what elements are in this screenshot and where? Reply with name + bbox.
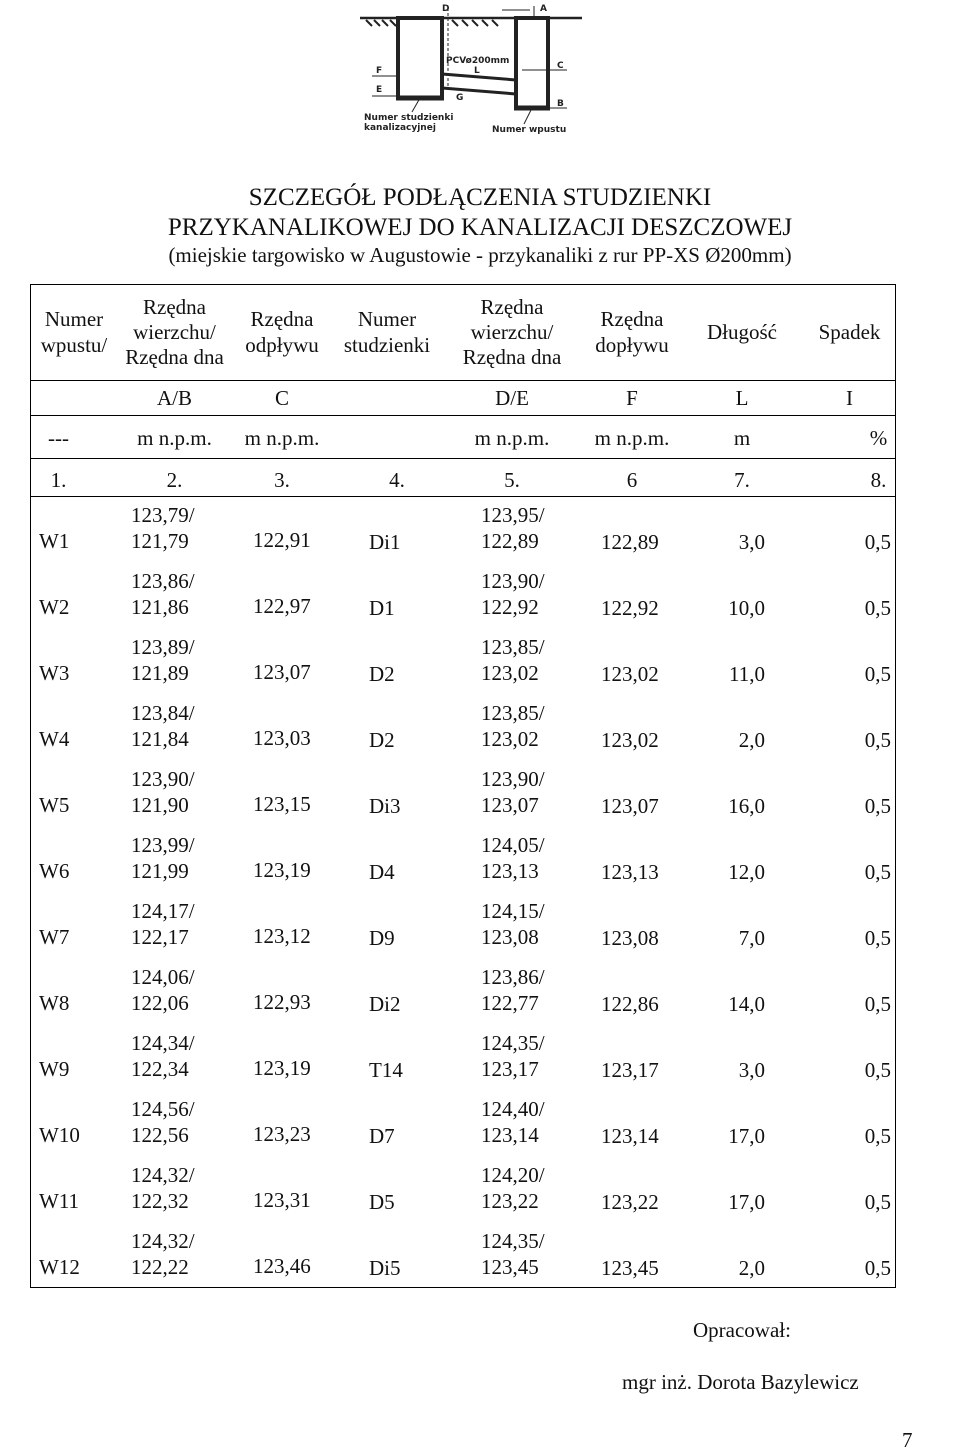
- cell-length: 2,0: [738, 728, 765, 752]
- cell-manhole-bottom: 122,77: [481, 991, 539, 1015]
- symbol-de: D/E: [495, 386, 529, 410]
- header-manhole-top-bottom: Rzędna wierzchu/ Rzędna dna: [462, 294, 562, 370]
- cell-outflow: 123,19: [253, 1056, 311, 1080]
- header-slope: Spadek: [818, 319, 881, 344]
- cell-manhole-number: Di1: [369, 530, 401, 554]
- column-number: 3.: [274, 468, 290, 492]
- cell-length: 3,0: [738, 1058, 765, 1082]
- cell-length: 11,0: [729, 662, 765, 686]
- cell-outflow: 122,91: [253, 528, 311, 552]
- connection-detail-diagram: [352, 0, 592, 140]
- cell-outflow: 123,07: [253, 660, 311, 684]
- cell-inlet-number: W8: [39, 991, 70, 1015]
- cell-manhole-top: 123,85/: [481, 635, 545, 659]
- cell-slope: 0,5: [864, 1058, 891, 1082]
- cell-manhole-top: 123,90/: [481, 767, 545, 791]
- cell-inlet-bottom: 122,32: [131, 1189, 189, 1213]
- symbol-l: L: [735, 386, 749, 410]
- cell-manhole-number: D2: [369, 662, 395, 686]
- connections-table: [30, 284, 896, 1288]
- table-numbers-row: [31, 464, 895, 497]
- cell-inlet-number: W3: [39, 661, 70, 685]
- cell-inlet-top: 123,86/: [131, 569, 195, 593]
- cell-outflow: 122,97: [253, 594, 311, 618]
- unit-top-bottom: m n.p.m.: [137, 426, 212, 450]
- header-inlet-top-bottom: Rzędna wierzchu/ Rzędna dna: [125, 294, 224, 370]
- document-title-line-2: PRZYKANALIKOWEJ DO KANALIZACJI DESZCZOWEJ: [167, 214, 793, 241]
- table-row: [31, 1026, 895, 1092]
- diagram-caption-inlet: Numer wpustu: [492, 125, 567, 135]
- symbol-f: F: [626, 386, 638, 410]
- diagram-label-d: D: [442, 4, 450, 14]
- cell-manhole-top: 124,15/: [481, 899, 545, 923]
- unit-outflow: m n.p.m.: [244, 426, 320, 450]
- cell-manhole-bottom: 123,22: [481, 1189, 539, 1213]
- cell-inlet-number: W5: [39, 793, 70, 817]
- cell-inlet-number: W10: [39, 1123, 80, 1147]
- table-row: [31, 762, 895, 828]
- diagram-label-g: G: [456, 93, 464, 103]
- header-manhole-number: Numer studzienki: [343, 307, 431, 357]
- table-units-row: [31, 422, 895, 455]
- table-header-row: [31, 285, 895, 380]
- symbol-i: I: [846, 386, 853, 410]
- cell-outflow: 123,31: [253, 1188, 311, 1212]
- cell-slope: 0,5: [864, 596, 891, 620]
- cell-inlet-bottom: 121,86: [131, 595, 189, 619]
- table-row: [31, 894, 895, 960]
- cell-manhole-bottom: 123,02: [481, 661, 539, 685]
- header-length: Długość: [707, 319, 777, 344]
- cell-length: 10,0: [728, 596, 765, 620]
- cell-inlet-top: 124,32/: [131, 1229, 195, 1253]
- cell-slope: 0,5: [864, 1190, 891, 1214]
- cell-inlet-number: W9: [39, 1057, 70, 1081]
- cell-outflow: 123,23: [253, 1122, 311, 1146]
- cell-length: 12,0: [728, 860, 765, 884]
- cell-inlet-top: 123,79/: [131, 503, 195, 527]
- table-row: [31, 1224, 895, 1290]
- cell-outflow: 123,46: [253, 1254, 311, 1278]
- cell-length: 3,0: [738, 530, 765, 554]
- cell-manhole-number: T14: [369, 1058, 403, 1082]
- column-number: 4.: [389, 468, 405, 492]
- cell-inflow: 123,07: [601, 794, 659, 818]
- cell-slope: 0,5: [864, 1124, 891, 1148]
- divider: [31, 496, 895, 497]
- cell-manhole-number: D7: [369, 1124, 395, 1148]
- cell-slope: 0,5: [864, 992, 891, 1016]
- cell-inlet-bottom: 122,56: [131, 1123, 189, 1147]
- cell-inflow: 123,17: [601, 1058, 659, 1082]
- diagram-caption-manhole-2: kanalizacyjnej: [364, 123, 436, 133]
- cell-slope: 0,5: [864, 926, 891, 950]
- cell-manhole-top: 124,35/: [481, 1229, 545, 1253]
- diagram-label-c: C: [557, 61, 564, 71]
- diagram-label-l: L: [474, 66, 480, 76]
- unit-length: m: [733, 426, 751, 450]
- cell-inlet-bottom: 121,90: [131, 793, 189, 817]
- cell-manhole-bottom: 123,13: [481, 859, 539, 883]
- symbol-c: C: [274, 386, 289, 410]
- table-row: [31, 1092, 895, 1158]
- cell-inlet-top: 123,89/: [131, 635, 195, 659]
- cell-manhole-bottom: 123,08: [481, 925, 539, 949]
- diagram-label-e: E: [376, 85, 383, 95]
- cell-inflow: 123,14: [601, 1124, 659, 1148]
- cell-inlet-top: 123,84/: [131, 701, 195, 725]
- cell-length: 17,0: [728, 1124, 765, 1148]
- cell-manhole-top: 124,40/: [481, 1097, 545, 1121]
- document-subtitle: (miejskie targowisko w Augustowie - przykanaliki z rur PP-XS Ø200mm): [168, 243, 792, 267]
- cell-inlet-number: W1: [39, 529, 70, 553]
- cell-manhole-bottom: 123,07: [481, 793, 539, 817]
- unit-inlet: ---: [48, 426, 69, 450]
- cell-inlet-number: W6: [39, 859, 70, 883]
- diagram-label-pipe: PCVø200mm: [446, 56, 510, 66]
- cell-inflow: 123,13: [601, 860, 659, 884]
- column-number: 2.: [166, 468, 183, 492]
- unit-slope: %: [869, 426, 888, 450]
- cell-slope: 0,5: [864, 1256, 891, 1280]
- cell-inflow: 123,45: [601, 1256, 659, 1280]
- cell-manhole-top: 124,35/: [481, 1031, 545, 1055]
- cell-manhole-bottom: 123,14: [481, 1123, 539, 1147]
- author-name: mgr inż. Dorota Bazylewicz: [622, 1370, 859, 1394]
- cell-inlet-bottom: 121,89: [131, 661, 189, 685]
- cell-inlet-number: W11: [39, 1189, 80, 1213]
- cell-inlet-number: W4: [39, 727, 70, 751]
- cell-outflow: 123,19: [253, 858, 311, 882]
- cell-inflow: 123,22: [601, 1190, 659, 1214]
- page-number: 7: [902, 1428, 913, 1452]
- cell-length: 2,0: [738, 1256, 765, 1280]
- cell-inlet-number: W2: [39, 595, 70, 619]
- diagram-label-b: B: [557, 99, 564, 109]
- cell-inflow: 123,08: [601, 926, 659, 950]
- prepared-by-label: Opracował:: [693, 1318, 791, 1342]
- cell-manhole-number: D2: [369, 728, 395, 752]
- document-title-line-1: SZCZEGÓŁ PODŁĄCZENIA STUDZIENKI: [248, 184, 712, 211]
- cell-manhole-bottom: 123,02: [481, 727, 539, 751]
- cell-inlet-top: 124,34/: [131, 1031, 195, 1055]
- column-number: 7.: [734, 468, 750, 492]
- cell-manhole-bottom: 123,17: [481, 1057, 539, 1081]
- cell-inlet-top: 124,56/: [131, 1097, 195, 1121]
- cell-length: 7,0: [738, 926, 765, 950]
- cell-outflow: 123,12: [253, 924, 311, 948]
- cell-outflow: 122,93: [253, 990, 311, 1014]
- cell-inlet-number: W12: [39, 1255, 80, 1279]
- unit-manhole-top-bottom: m n.p.m.: [474, 426, 550, 450]
- column-number: 6: [626, 468, 638, 492]
- table-row: [31, 960, 895, 1026]
- cell-slope: 0,5: [864, 860, 891, 884]
- cell-length: 14,0: [728, 992, 765, 1016]
- divider: [31, 380, 895, 381]
- cell-manhole-top: 123,85/: [481, 701, 545, 725]
- cell-length: 17,0: [728, 1190, 765, 1214]
- cell-inlet-bottom: 121,84: [131, 727, 189, 751]
- cell-inflow: 123,02: [601, 728, 659, 752]
- cell-manhole-top: 123,95/: [481, 503, 545, 527]
- cell-inflow: 122,89: [601, 530, 659, 554]
- header-inflow: Rzędna dopływu: [595, 307, 669, 357]
- diagram-caption-manhole-1: Numer studzienki: [364, 113, 454, 123]
- cell-slope: 0,5: [864, 662, 891, 686]
- cell-manhole-bottom: 122,89: [481, 529, 539, 553]
- header-inlet-number: Numer wpustu/: [40, 307, 108, 357]
- cell-manhole-top: 123,86/: [481, 965, 545, 989]
- unit-inflow: m n.p.m.: [594, 426, 670, 450]
- table-row: [31, 828, 895, 894]
- cell-manhole-number: Di2: [369, 992, 401, 1016]
- cell-manhole-number: D1: [369, 596, 395, 620]
- cell-slope: 0,5: [864, 728, 891, 752]
- column-number: 1.: [50, 468, 67, 492]
- cell-inlet-bottom: 122,17: [131, 925, 189, 949]
- divider: [31, 415, 895, 416]
- diagram-label-f: F: [376, 66, 383, 76]
- cell-slope: 0,5: [864, 530, 891, 554]
- cell-manhole-number: D9: [369, 926, 395, 950]
- diagram-label-a: A: [540, 4, 547, 14]
- cell-inlet-top: 124,17/: [131, 899, 195, 923]
- cell-manhole-top: 123,90/: [481, 569, 545, 593]
- cell-manhole-number: Di5: [369, 1256, 401, 1280]
- cell-slope: 0,5: [864, 794, 891, 818]
- table-row: [31, 564, 895, 630]
- column-number: 8.: [870, 468, 887, 492]
- table-symbols-row: [31, 382, 895, 415]
- cell-inlet-bottom: 122,22: [131, 1255, 189, 1279]
- cell-manhole-number: D5: [369, 1190, 395, 1214]
- cell-inlet-top: 124,06/: [131, 965, 195, 989]
- cell-inflow: 123,02: [601, 662, 659, 686]
- cell-manhole-number: D4: [369, 860, 395, 884]
- symbol-ab: A/B: [156, 386, 192, 410]
- cell-inlet-top: 123,99/: [131, 833, 195, 857]
- cell-inlet-bottom: 122,34: [131, 1057, 189, 1081]
- cell-inlet-top: 124,32/: [131, 1163, 195, 1187]
- cell-outflow: 123,03: [253, 726, 311, 750]
- cell-manhole-bottom: 123,45: [481, 1255, 539, 1279]
- cell-inflow: 122,86: [601, 992, 659, 1016]
- cell-manhole-top: 124,20/: [481, 1163, 545, 1187]
- column-number: 5.: [504, 468, 520, 492]
- table-row: [31, 696, 895, 762]
- table-row: [31, 498, 895, 564]
- header-outflow: Rzędna odpływu: [245, 307, 319, 357]
- table-row: [31, 630, 895, 696]
- cell-inlet-bottom: 122,06: [131, 991, 189, 1015]
- table-row: [31, 1158, 895, 1224]
- cell-inlet-bottom: 121,79: [131, 529, 189, 553]
- cell-manhole-number: Di3: [369, 794, 401, 818]
- cell-inlet-bottom: 121,99: [131, 859, 189, 883]
- cell-inlet-top: 123,90/: [131, 767, 195, 791]
- cell-length: 16,0: [728, 794, 765, 818]
- cell-manhole-bottom: 122,92: [481, 595, 539, 619]
- cell-manhole-top: 124,05/: [481, 833, 545, 857]
- cell-inflow: 122,92: [601, 596, 659, 620]
- cell-outflow: 123,15: [253, 792, 311, 816]
- cell-inlet-number: W7: [39, 925, 70, 949]
- divider: [31, 458, 895, 459]
